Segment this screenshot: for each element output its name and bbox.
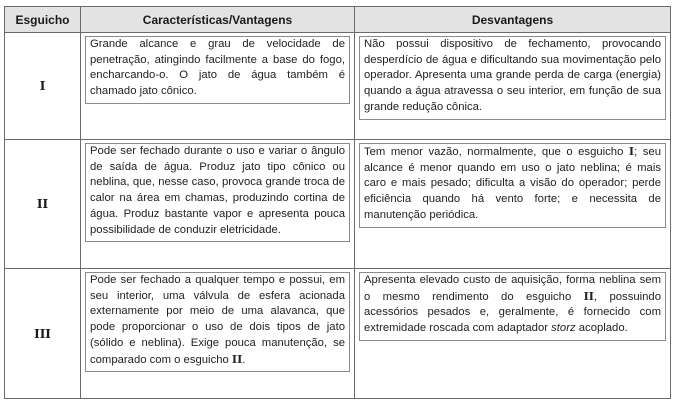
text-segment: ; seu alcance é menor quando em uso o jato neblina; é mais caro e mais pesado; dificulta a visão do operador; perde eficiência quando há vento forte; e necessita de manutenção periódica. bbox=[364, 146, 661, 221]
header-esguicho: Esguicho bbox=[5, 7, 81, 33]
text-segment: . bbox=[242, 353, 246, 366]
text-segment: Pode ser fechado a qualquer tempo e possui, em seu interior, uma válvula de esfera acionada externamente por meio de uma alavanca, que pode proporcionar o uso de dois tipos de jato (sólido e neblina). Exige pouca manutenção, se comparado com o esguicho bbox=[90, 274, 345, 366]
row-label: III bbox=[5, 269, 81, 399]
row-label: I bbox=[5, 33, 81, 140]
table-row bbox=[5, 269, 671, 399]
text-segment: Apresenta elevado custo de aquisição, forma neblina sem o mesmo rendimento do esguicho bbox=[364, 274, 661, 303]
header-advantages: Características/Vantagens bbox=[81, 7, 355, 33]
table-row bbox=[5, 33, 671, 140]
header-disadvantages: Desvantagens bbox=[355, 7, 671, 33]
advantages-cell bbox=[81, 140, 355, 269]
advantages-text: Pode ser fechado durante o uso e variar o ângulo de saída de água. Produz jato tipo cônico ou neblina, que, nesse caso, provoca grande troca de calor na área em chamas, produzindo cortina de água. Produz bastante vapor e apresenta pouca possibilidade de conduzir eletricidade. bbox=[85, 143, 350, 242]
advantages-text bbox=[85, 272, 350, 372]
advantages-cell bbox=[81, 269, 355, 399]
text-segment: Tem menor vazão, normalmente, que o esguicho bbox=[364, 146, 629, 158]
header-row bbox=[5, 7, 671, 33]
disadvantages-cell bbox=[355, 33, 671, 140]
disadvantages-cell bbox=[355, 269, 671, 399]
disadvantages-text bbox=[359, 143, 666, 228]
disadvantages-cell bbox=[355, 140, 671, 269]
nozzle-reference: I bbox=[628, 145, 635, 158]
disadvantages-text: Não possui dispositivo de fechamento, provocando desperdício de água e dificultando sua movimentação pelo operador. Apresenta uma grande perda de carga (energia) quando a água atravessa o seu interior, em função de sua grande redução cônica. bbox=[359, 36, 666, 120]
nozzle-comparison-table bbox=[4, 6, 671, 399]
disadvantages-text bbox=[359, 272, 666, 341]
text-segment: acoplado. bbox=[575, 322, 628, 335]
nozzle-reference: II bbox=[583, 289, 594, 303]
text-segment: , possuindo acessórios pesados e, geralmente, é fornecido com extremidade roscada com adaptador bbox=[364, 290, 661, 335]
nozzle-reference: II bbox=[231, 352, 243, 366]
advantages-text: Grande alcance e grau de velocidade de penetração, atingindo facilmente a base do fogo, encharcando-o. O jato de água também é chamado jato cônico. bbox=[85, 36, 350, 104]
advantages-cell bbox=[81, 33, 355, 140]
italic-term: storz bbox=[551, 322, 576, 335]
row-label: II bbox=[5, 140, 81, 269]
table-row bbox=[5, 140, 671, 269]
